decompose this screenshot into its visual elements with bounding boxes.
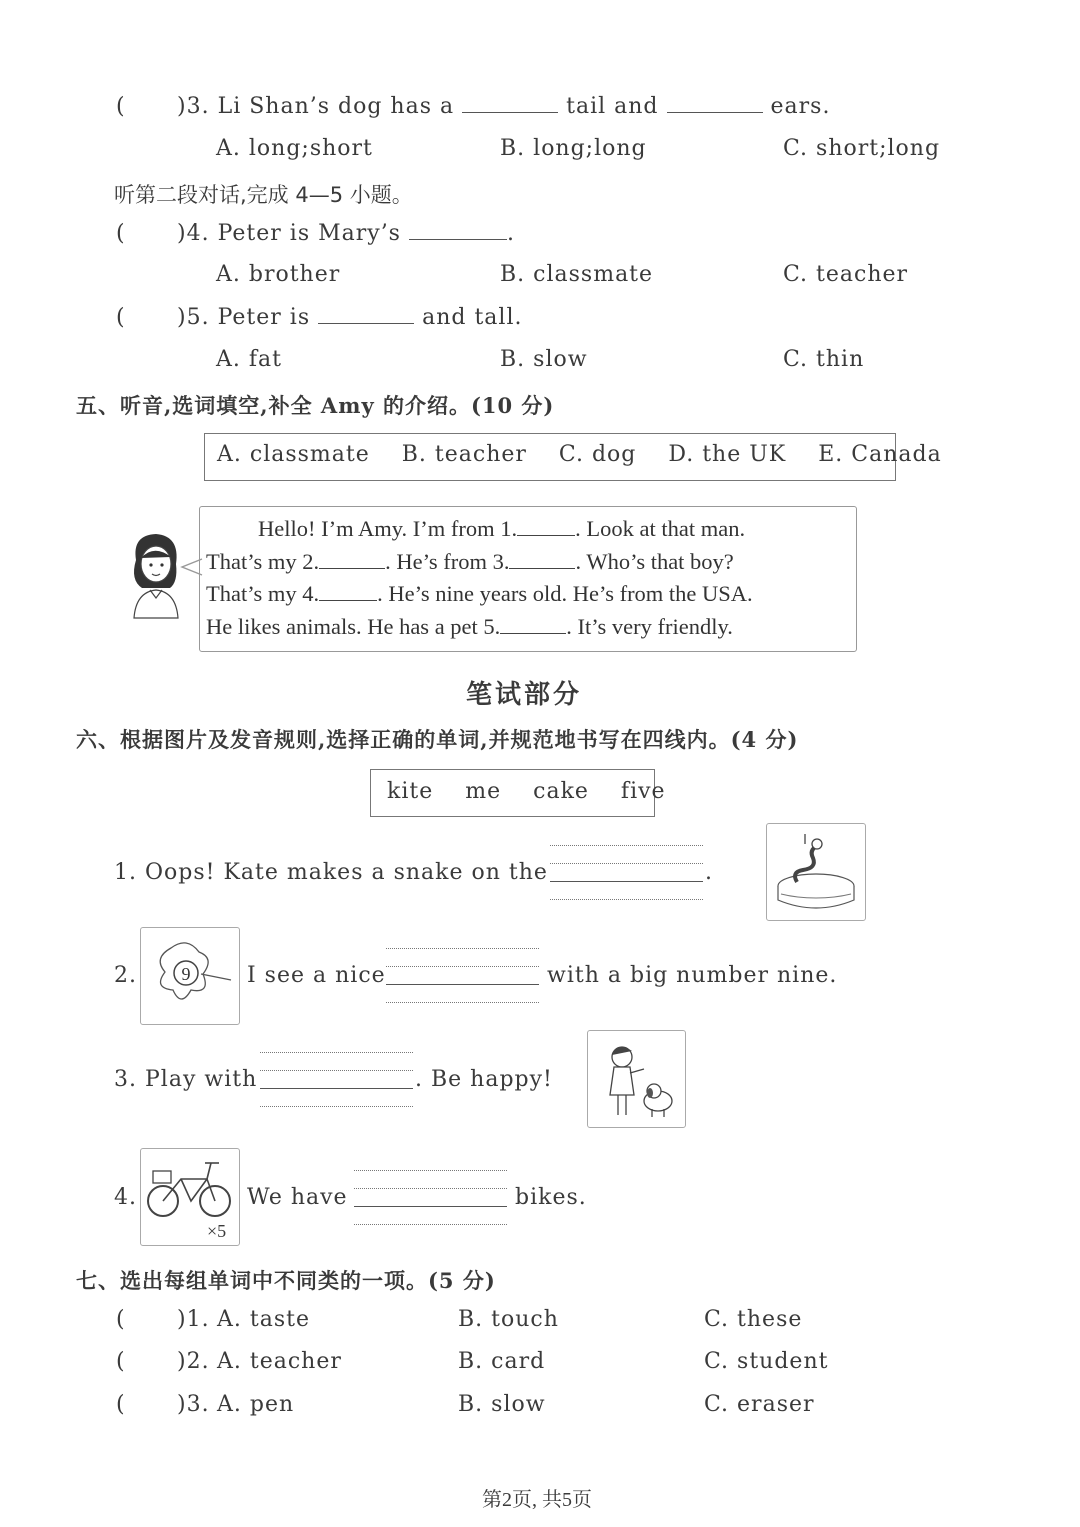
q3-blank-1[interactable] bbox=[462, 94, 558, 113]
word-option-b: B. teacher bbox=[401, 442, 527, 467]
word-option-e: E. Canada bbox=[818, 442, 942, 467]
bike-picture bbox=[140, 1148, 240, 1246]
q5-option-b[interactable]: B. slow bbox=[500, 347, 588, 372]
page-footer: 第2页, 共5页 bbox=[482, 1489, 592, 1511]
s7-row3-option-a[interactable]: A. pen bbox=[217, 1392, 295, 1417]
q4-text-a: Peter is Mary’s bbox=[217, 221, 401, 246]
intro-line-2-a: That’s my 2. bbox=[206, 548, 320, 574]
q5-number: )5. bbox=[177, 305, 210, 330]
s6-sentence-1: 1. Oops! Kate makes a snake on the bbox=[114, 860, 548, 885]
s7-row1-option-c[interactable]: C. these bbox=[704, 1307, 803, 1332]
girl-with-dog-picture bbox=[587, 1030, 686, 1128]
q5-blank[interactable] bbox=[318, 305, 414, 324]
s6-sentence-3-a: 3. Play with bbox=[114, 1067, 258, 1092]
intro-blank-4[interactable] bbox=[319, 582, 377, 601]
q5-option-c[interactable]: C. thin bbox=[783, 347, 865, 372]
word-option-d: D. the UK bbox=[668, 442, 787, 467]
s6-sentence-1-end: . bbox=[705, 860, 713, 885]
q5-paren: ( bbox=[116, 305, 126, 330]
word-five: five bbox=[620, 779, 666, 804]
intro-blank-1[interactable] bbox=[517, 517, 575, 536]
intro-blank-3[interactable] bbox=[509, 550, 575, 569]
kite-picture bbox=[140, 927, 240, 1025]
q5-line bbox=[177, 305, 523, 330]
s6-four-line-3[interactable] bbox=[260, 1052, 413, 1106]
s7-row1-paren: ( bbox=[116, 1307, 126, 1332]
s6-four-line-1[interactable] bbox=[550, 845, 703, 899]
q3-option-c[interactable]: C. short;long bbox=[783, 136, 941, 161]
word-kite: kite bbox=[387, 779, 434, 804]
s7-row3-paren: ( bbox=[116, 1392, 126, 1417]
q3-option-a[interactable]: A. long;short bbox=[216, 136, 373, 161]
q4-text-end: . bbox=[506, 221, 515, 246]
section5-heading: 五、听音,选词填空,补全 Amy 的介绍。(10 分) bbox=[76, 393, 555, 418]
q3-paren: ( bbox=[116, 94, 126, 119]
s6-sentence-3-b: . Be happy! bbox=[415, 1067, 553, 1092]
s7-row1-option-b[interactable]: B. touch bbox=[458, 1307, 559, 1332]
s6-sentence-4-number: 4. bbox=[114, 1185, 137, 1210]
cake-icon bbox=[767, 824, 865, 920]
intro-line-1 bbox=[206, 513, 848, 546]
s6-sentence-4-b: bikes. bbox=[515, 1185, 587, 1210]
intro-blank-2[interactable] bbox=[319, 550, 385, 569]
amy-intro-speech-box bbox=[199, 506, 857, 652]
intro-line-1-a: Hello! I’m Amy. I’m from 1. bbox=[258, 516, 518, 541]
s6-sentence-4-a: We have bbox=[247, 1185, 348, 1210]
q4-line bbox=[177, 221, 515, 246]
q4-option-c[interactable]: C. teacher bbox=[783, 262, 909, 287]
word-option-c: C. dog bbox=[558, 442, 637, 467]
intro-line-4-b: . It’s very friendly. bbox=[566, 613, 733, 639]
s7-row2-paren: ( bbox=[116, 1349, 126, 1374]
q3-line bbox=[177, 94, 830, 119]
section6-heading: 六、根据图片及发音规则,选择正确的单词,并规范地书写在四线内。(4 分) bbox=[76, 727, 799, 752]
s7-row2-option-c[interactable]: C. student bbox=[704, 1349, 829, 1374]
intro-line-4 bbox=[206, 611, 848, 644]
intro-blank-5[interactable] bbox=[500, 615, 566, 634]
kite-number-label: 9 bbox=[181, 964, 191, 984]
q5-text-b: and tall. bbox=[422, 305, 523, 330]
q3-option-b[interactable]: B. long;long bbox=[500, 136, 647, 161]
girl-dog-icon bbox=[588, 1031, 685, 1127]
s7-row3-number: )3. bbox=[177, 1392, 210, 1417]
s7-row2-option-a[interactable]: A. teacher bbox=[217, 1349, 342, 1374]
intro-line-3-b: . He’s nine years old. He’s from the USA. bbox=[377, 581, 753, 606]
cake-snake-picture bbox=[766, 823, 866, 921]
section7-heading: 七、选出每组单词中不同类的一项。(5 分) bbox=[76, 1268, 496, 1293]
s7-row1-number: )1. bbox=[177, 1307, 210, 1332]
dialog2-note: 听第二段对话,完成 4—5 小题。 bbox=[114, 183, 413, 207]
intro-line-3 bbox=[206, 578, 848, 611]
s7-row3-option-c[interactable]: C. eraser bbox=[704, 1392, 815, 1417]
s7-row3-option-b[interactable]: B. slow bbox=[458, 1392, 546, 1417]
q5-text-a: Peter is bbox=[217, 305, 311, 330]
q4-blank[interactable] bbox=[409, 221, 507, 240]
q3-text-a: Li Shan’s dog has a bbox=[217, 94, 455, 119]
q3-text-b: tail and bbox=[566, 94, 659, 119]
s6-sentence-2-b: with a big number nine. bbox=[547, 963, 838, 988]
q4-paren: ( bbox=[116, 221, 126, 246]
q3-blank-2[interactable] bbox=[667, 94, 763, 113]
written-part-title: 笔试部分 bbox=[466, 680, 583, 710]
q3-text-c: ears. bbox=[770, 94, 831, 119]
q4-option-a[interactable]: A. brother bbox=[216, 262, 341, 287]
section6-word-box bbox=[370, 769, 666, 817]
s6-four-line-4[interactable] bbox=[354, 1170, 507, 1224]
intro-line-3-a: That’s my 4. bbox=[206, 581, 320, 606]
word-me: me bbox=[465, 779, 502, 804]
section5-word-box bbox=[204, 433, 942, 481]
word-cake: cake bbox=[533, 779, 589, 804]
q5-option-a[interactable]: A. fat bbox=[216, 347, 282, 372]
s6-four-line-2[interactable] bbox=[386, 948, 539, 1002]
q4-option-b[interactable]: B. classmate bbox=[500, 262, 654, 287]
s7-row1-option-a[interactable]: A. taste bbox=[217, 1307, 310, 1332]
s7-row2-number: )2. bbox=[177, 1349, 210, 1374]
kite-icon bbox=[141, 928, 239, 1024]
intro-line-2 bbox=[206, 546, 848, 579]
intro-line-2-b: . He’s from 3. bbox=[385, 548, 510, 574]
s7-row2-option-b[interactable]: B. card bbox=[458, 1349, 546, 1374]
s6-sentence-2-number: 2. bbox=[114, 963, 137, 988]
word-option-a: A. classmate bbox=[217, 442, 370, 467]
intro-line-4-a: He likes animals. He has a pet 5. bbox=[206, 613, 501, 639]
s6-sentence-2-a: I see a nice bbox=[247, 963, 386, 988]
bike-count-label: ×5 bbox=[207, 1221, 227, 1241]
intro-line-1-b: . Look at that man. bbox=[575, 516, 746, 541]
q4-number: )4. bbox=[177, 221, 210, 246]
intro-line-2-c: . Who’s that boy? bbox=[575, 548, 734, 574]
q3-number: )3. bbox=[177, 94, 210, 119]
